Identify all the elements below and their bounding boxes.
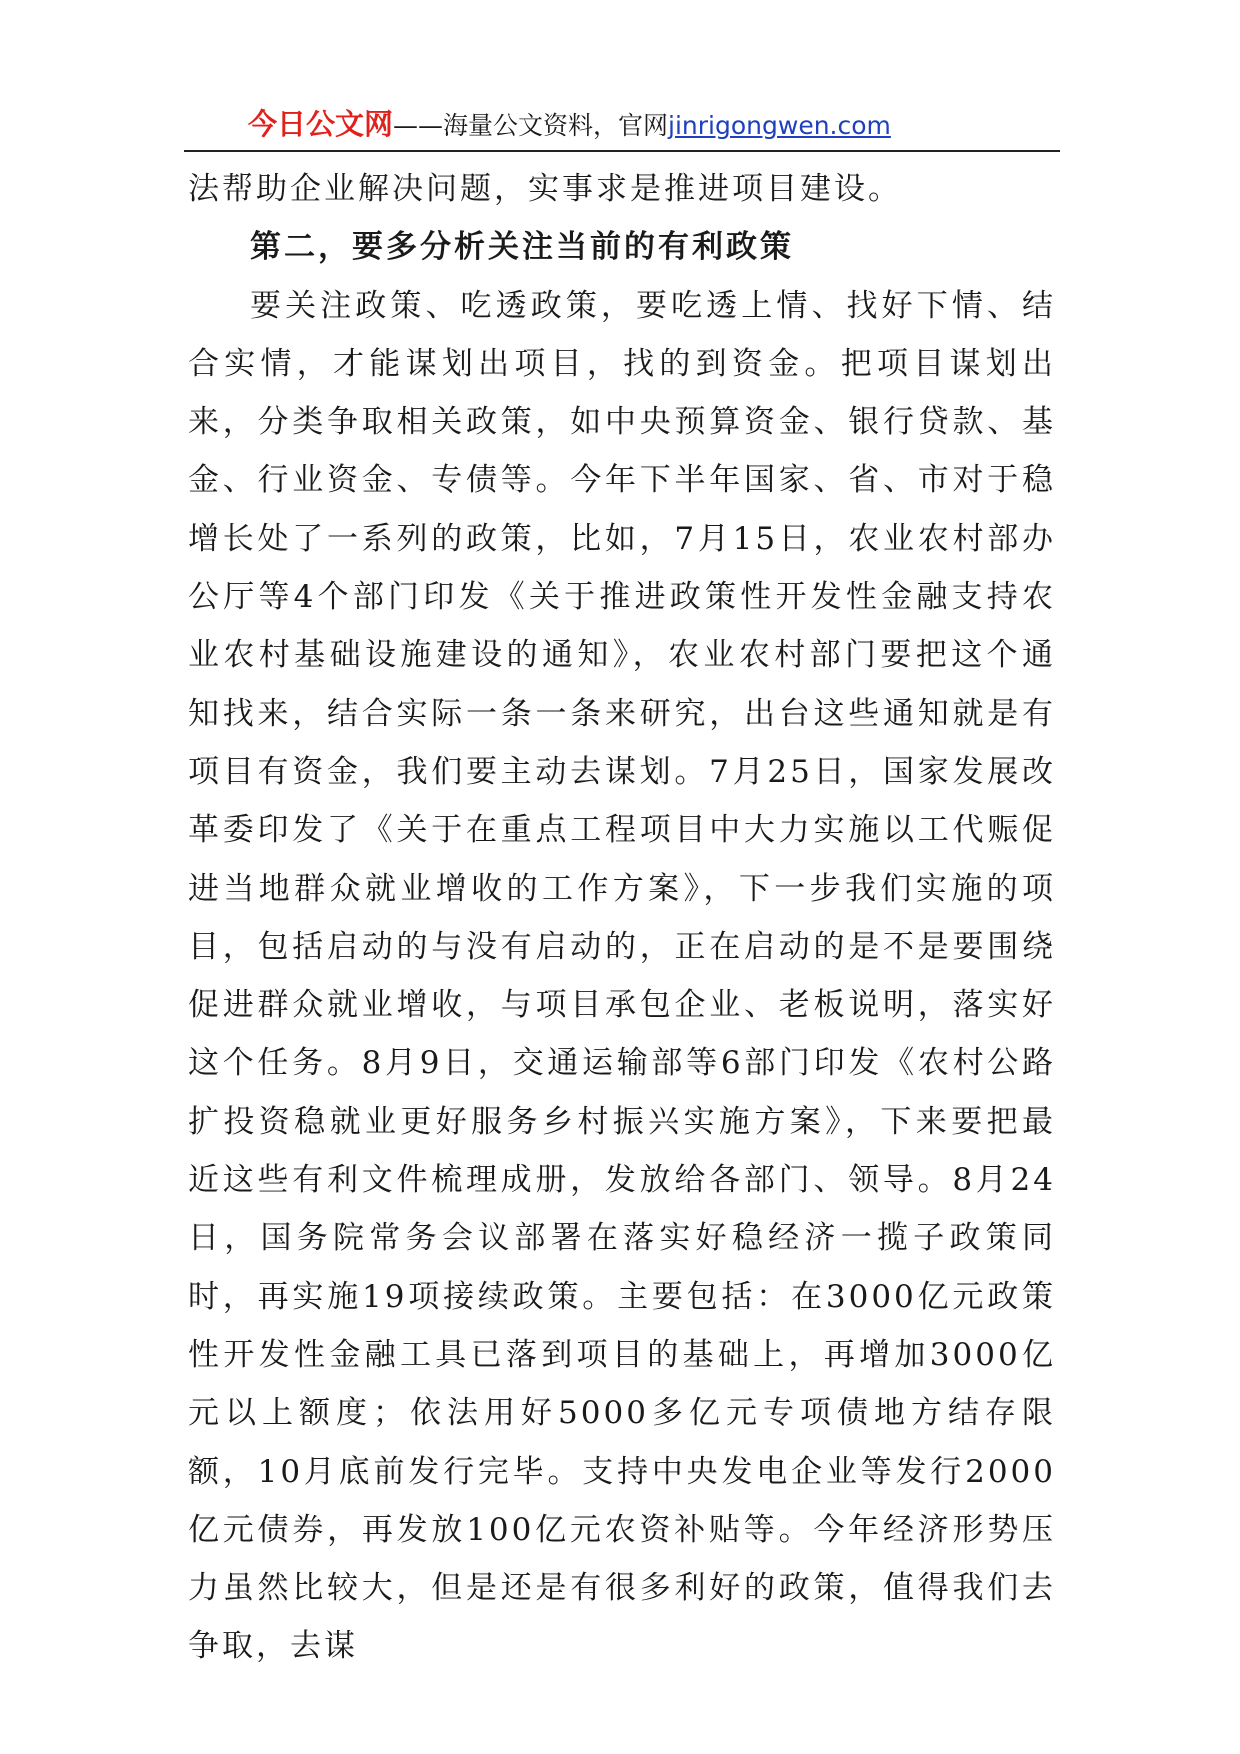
website-link[interactable]: jinrigongwen.com: [668, 111, 891, 140]
section-heading: 第二，要多分析关注当前的有利政策: [250, 229, 794, 266]
page-header: [184, 104, 1060, 152]
header-tagline: ——海量公文资料，官网: [393, 111, 669, 140]
carry-over-paragraph: 法帮助企业解决问题，实事求是推进项目建设。: [188, 171, 902, 207]
body-paragraph: 要关注政策、吃透政策，要吃透上情、找好下情、结合实情，才能谋划出项目，找的到资金。把项目谋划出来，分类争取相关政策，如中央预算资金、银行贷款、基金、行业资金、专债等。今年下半年国家、省、市对于稳增长处了一系列的政策，比如，7月15日，农业农村部办公厅等4个部门印发《关于推进政策性开发性金融支持农业农村基础设施建设的通知》，农业农村部门要把这个通知找来，结合实际一条一条来研究，出台这些通知就是有项目有资金，我们要主动去谋划。7月25日，国家发展改革委印发了《关于在重点工程项目中大力实施以工代赈促进当地群众就业增收的工作方案》，下一步我们实施的项目，包括启动的与没有启动的，正在启动的是不是要围绕促进群众就业增收，与项目承包企业、老板说明，落实好这个任务。8月9日，交通运输部等6部门印发《农村公路扩投资稳就业更好服务乡村振兴实施方案》，下来要把最近这些有利文件梳理成册，发放给各部门、领导。8月24日，国务院常务会议部署在落实好稳经济一揽子政策同时，再实施19项接续政策。主要包括：在3000亿元政策性开发性金融工具已落到项目的基础上，再增加3000亿元以上额度；依法用好5000多亿元专项债地方结存限额，10月底前发行完毕。支持中央发电企业等发行2000亿元债券，再发放100亿元农资补贴等。今年经济形势压力虽然比较大，但是还是有很多利好的政策，值得我们去争取，去谋: [188, 287, 1056, 1665]
header-line: [248, 104, 891, 149]
document-body: [188, 160, 1056, 1676]
brand-name: 今日公文网: [248, 107, 394, 141]
